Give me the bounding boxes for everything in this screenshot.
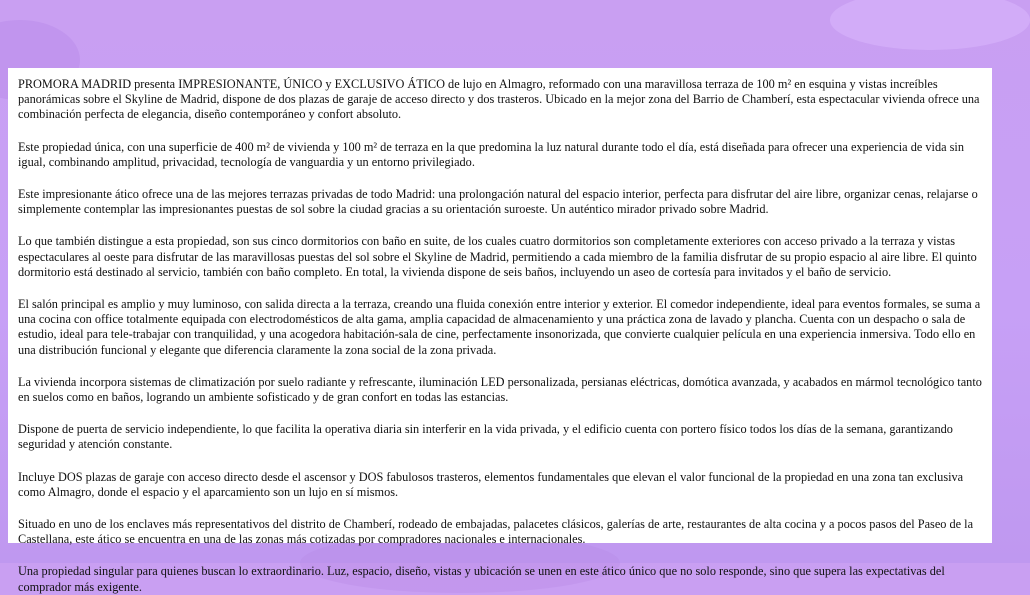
paragraph-terrace: Este impresionante ático ofrece una de las mejores terrazas privadas de todo Madrid: una prolongación natural del espacio interior, perfecta para disfrutar del aire libre, organizar cenas, relajarse o simplemente contemplar las impresionantes puestas de sol sobre la ciudad gracias a su orientación suroeste. Un auténtico mirador privado sobre Madrid.	[18, 187, 978, 217]
paragraph-location: Situado en uno de los enclaves más representativos del distrito de Chamberí, rodeado de embajadas, palacetes clásicos, galerías de arte, restaurantes de alta cocina y a pocos pasos del Paseo de la Castellana, este ático se encuentra en una de las zonas más cotizadas por compradores nacionales e internacionales.	[18, 517, 974, 547]
paragraph-closing: Una propiedad singular para quienes buscan lo extraordinario. Luz, espacio, diseño, vistas y ubicación se unen en este ático único que no solo responde, sino que supera las expectativas del comprador más exigente.	[18, 564, 945, 594]
background-shape	[830, 0, 1030, 50]
paragraph-intro: PROMORA MADRID presenta IMPRESIONANTE, ÚNICO y EXCLUSIVO ÁTICO de lujo en Almagro, reformado con una maravillosa terraza de 100 m² en esquina y vistas increíbles panorámicas sobre el Skyline de Madrid, dispone de dos plazas de garaje de acceso directo y dos trasteros. Ubicado en la mejor zona del Barrio de Chamberí, esta espectacular vivienda ofrece una combinación perfecta de elegancia, diseño contemporáneo y confort absoluto.	[18, 77, 980, 122]
paragraph-systems: La vivienda incorpora sistemas de climatización por suelo radiante y refrescante, iluminación LED personalizada, persianas eléctricas, domótica avanzada, y acabados en mármol tecnológico tanto en suelos como en baños, logrando un ambiente sofisticado y de gran confort en todas las estancias.	[18, 374, 982, 405]
paragraph-bedrooms: Lo que también distingue a esta propiedad, son sus cinco dormitorios con baño en suite, de los cuales cuatro dormitorios son completamente exteriores con acceso privado a la terraza y vistas espectaculares al oeste para disfrutar de las maravillosas puestas del sol sobre el Skyline de Madrid, permitiendo a cada miembro de la familia disfrutar de su propio espacio al aire libre. El quinto dormitorio está destinado al servicio, también con baño completo. En total, la vivienda dispone de seis baños, incluyendo un aseo de cortesía para invitados y el baño de servicio.	[18, 234, 977, 279]
paragraph-service-door: Dispone de puerta de servicio independiente, lo que facilita la operativa diaria sin interferir en la vida privada, y el edificio cuenta con portero físico todos los días de la semana, garantizando seguridad y atención constante.	[18, 422, 953, 452]
paragraph-garage: Incluye DOS plazas de garaje con acceso directo desde el ascensor y DOS fabulosos trasteros, elementos fundamentales que elevan el valor funcional de la propiedad en una zona tan exclusiva como Almagro, donde el espacio y el aparcamiento son un lujo en sí mismos.	[18, 469, 964, 499]
paragraph-living-room: El salón principal es amplio y muy luminoso, con salida directa a la terraza, creando una fluida conexión entre interior y exterior. El comedor independiente, ideal para eventos formales, se suma a una cocina con office totalmente equipada con electrodomésticos de alta gama, amplia capacidad de almacenamiento y una práctica zona de lavado y plancha. Cuenta con un despacho o sala de estudio, ideal para tele-trabajar con tranquilidad, y una acogedora habitación-sala de cine, perfectamente insonorizada, que convierte cualquier película en una experiencia inmersiva. Todo ello en una distribución funcional y elegante que diferencia claramente la zona social de la zona privada.	[18, 297, 981, 357]
document-page	[8, 68, 992, 594]
paragraph-surface: Este propiedad única, con una superficie de 400 m² de vivienda y 100 m² de terraza en la que predomina la luz natural durante todo el día, está diseñada para ofrecer una experiencia de vida sin igual, combinando amplitud, privacidad, tecnología de vanguardia y un entorno privilegiado.	[18, 139, 964, 169]
